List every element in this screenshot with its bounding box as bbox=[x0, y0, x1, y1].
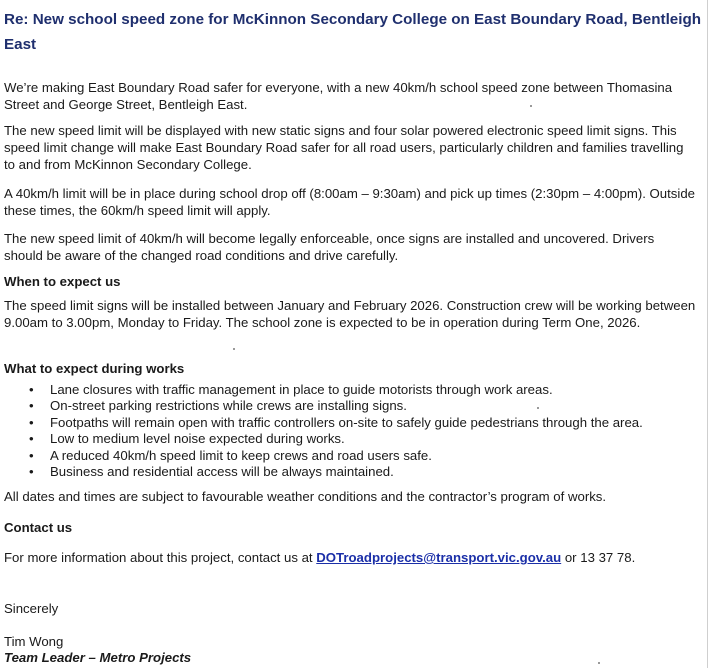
enforcement-paragraph: The new speed limit of 40km/h will become legally enforceable, once signs are installed and uncovered. Drivers should be aware of the changed road conditions and drive carefully. bbox=[4, 231, 655, 263]
times-paragraph: A 40km/h limit will be in place during school drop off (8:00am – 9:30am) and pick up times (2:30pm – 4:00pm). Outside these times, the 60km/h speed limit will apply. bbox=[4, 186, 695, 218]
list-item-text: Business and residential access will be always maintained. bbox=[50, 463, 394, 479]
list-item-text: Low to medium level noise expected during works. bbox=[50, 431, 345, 447]
bullet-icon: • bbox=[29, 414, 34, 430]
works-heading: What to expect during works bbox=[4, 361, 185, 376]
page-edge-rule bbox=[707, 0, 708, 668]
contact-prefix: For more information about this project, contact us at bbox=[4, 550, 317, 565]
list-item-text: Lane closures with traffic management in place to guide motorists through work areas. bbox=[50, 382, 553, 397]
list-item bbox=[4, 398, 704, 414]
list-item bbox=[4, 448, 704, 464]
signer-title: Team Leader – Metro Projects bbox=[4, 650, 192, 665]
list-item bbox=[4, 415, 704, 431]
when-paragraph: The speed limit signs will be installed between January and February 2026. Construction crew will be working between 9.00am to 3.00pm, Monday to Friday. The school zone is expected to be in operation during Term One, 2026. bbox=[4, 298, 696, 330]
letter-title: Re: New school speed zone for McKinnon Secondary College on East Boundary Road, Bentleigh East bbox=[4, 11, 702, 53]
closing: Sincerely bbox=[4, 601, 59, 616]
scan-speck bbox=[537, 407, 539, 409]
list-item-text: On-street parking restrictions while crews are installing signs. bbox=[50, 398, 407, 414]
signer-name: Tim Wong bbox=[4, 634, 64, 649]
scan-speck bbox=[233, 348, 235, 350]
list-item bbox=[4, 382, 704, 398]
contact-paragraph bbox=[4, 549, 696, 566]
bullet-icon: • bbox=[29, 431, 34, 447]
list-item bbox=[4, 431, 704, 447]
contact-suffix: or 13 37 78. bbox=[561, 550, 636, 565]
intro-paragraph: We’re making East Boundary Road safer for everyone, with a new 40km/h school speed zone between Thomasina Street and George Street, Bentleigh East. bbox=[4, 80, 673, 112]
bullet-icon: • bbox=[29, 447, 34, 463]
when-heading: When to expect us bbox=[4, 274, 121, 289]
list-item-text: Footpaths will remain open with traffic controllers on-site to safely guide pedestrians through the area. bbox=[50, 414, 643, 430]
dates-note: All dates and times are subject to favourable weather conditions and the contractor’s program of works. bbox=[4, 489, 607, 504]
bullet-icon: • bbox=[29, 398, 34, 414]
bullet-icon: • bbox=[29, 463, 34, 479]
scan-speck bbox=[598, 662, 600, 664]
bullet-icon: • bbox=[29, 382, 34, 397]
scan-speck bbox=[530, 105, 532, 107]
contact-email-link[interactable]: DOTroadprojects@transport.vic.gov.au bbox=[316, 550, 562, 565]
works-list bbox=[4, 382, 704, 480]
list-item-text: A reduced 40km/h speed limit to keep crews and road users safe. bbox=[50, 447, 432, 463]
signage-paragraph: The new speed limit will be displayed with new static signs and four solar powered electronic speed limit signs. This speed limit change will make East Boundary Road safer for all road users, particularly children and families travelling to and from McKinnon Secondary College. bbox=[4, 123, 684, 172]
list-item bbox=[4, 464, 704, 480]
contact-heading: Contact us bbox=[4, 520, 73, 535]
